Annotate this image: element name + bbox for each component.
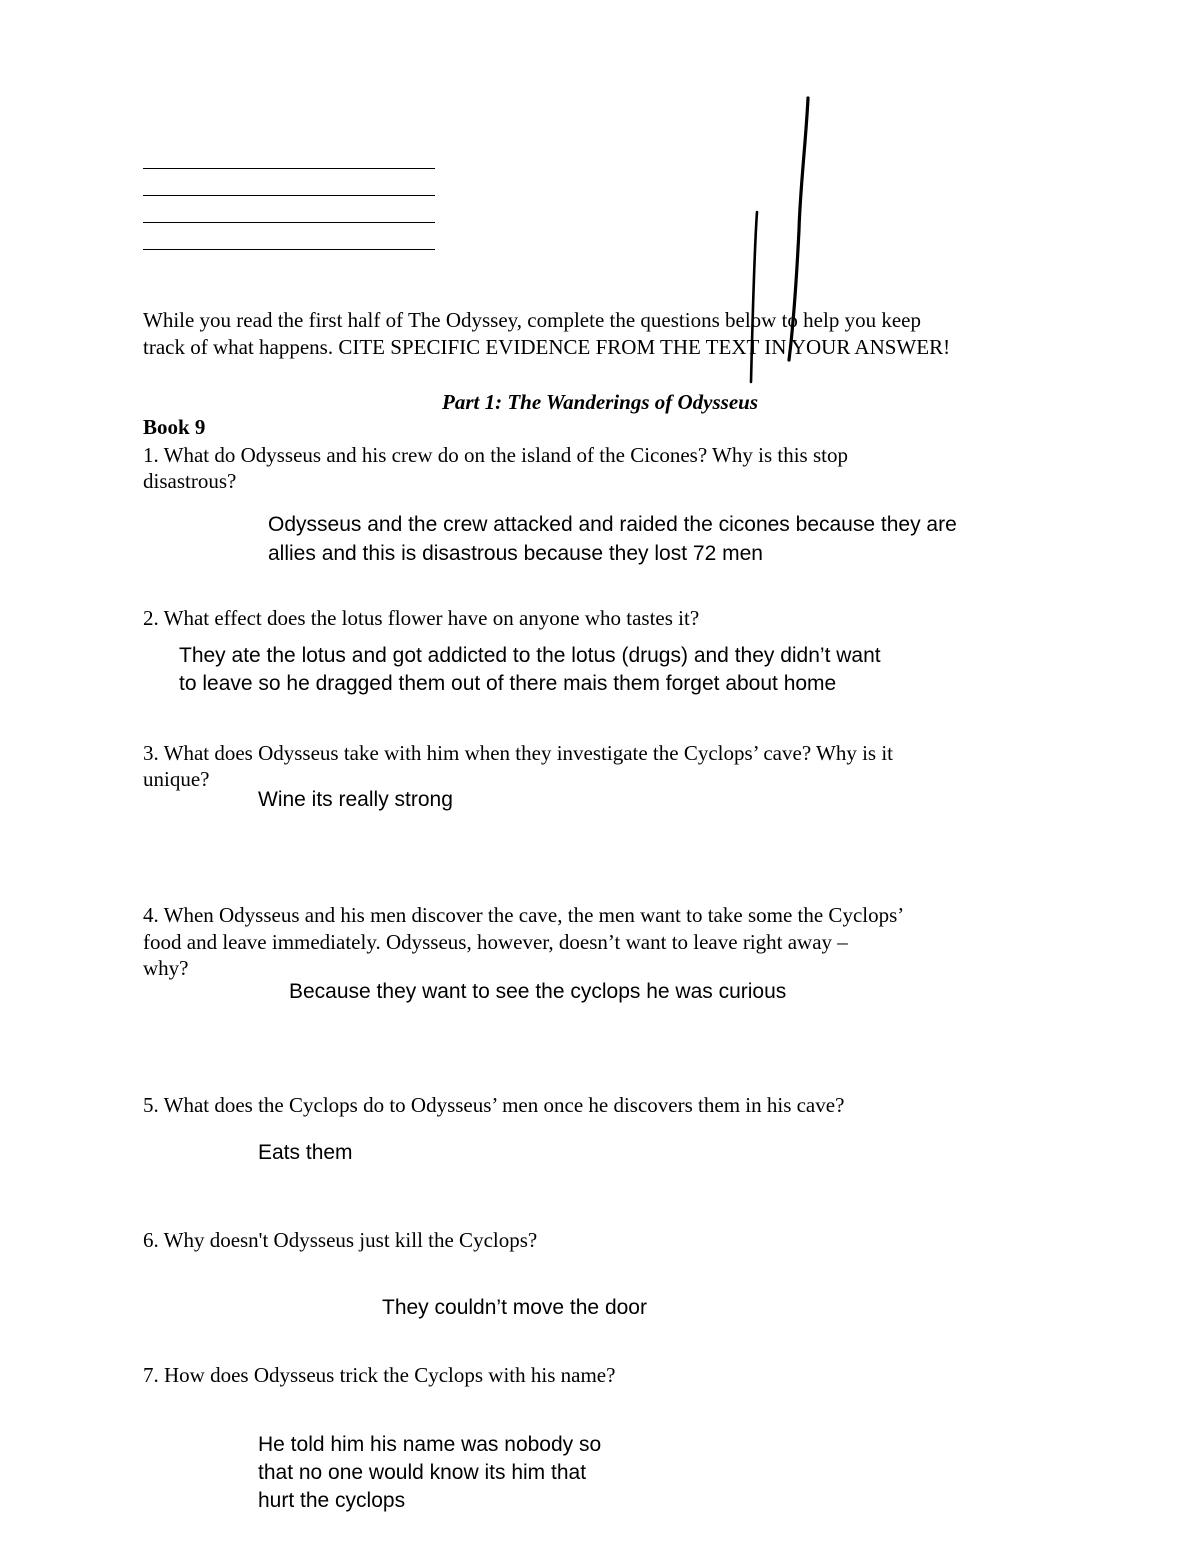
book-label: Book 9: [143, 415, 206, 439]
name-blank-line-3: [143, 222, 435, 223]
answer-4-line-1: Because they want to see the cyclops he was curious: [289, 980, 787, 1003]
question-2-line-1: 2. What effect does the lotus flower have on anyone who tastes it?: [143, 606, 700, 630]
question-1-line-1: 1. What do Odysseus and his crew do on the island of the Cicones? Why is this stop: [143, 443, 848, 467]
question-4-line-3: why?: [143, 956, 189, 980]
name-blank-line-2: [143, 195, 435, 196]
name-blank-line-4: [143, 249, 435, 250]
question-6-line-1: 6. Why doesn't Odysseus just kill the Cyclops?: [143, 1228, 538, 1252]
answer-5-line-1: Eats them: [258, 1141, 353, 1164]
question-7-line-1: 7. How does Odysseus trick the Cyclops with his name?: [143, 1363, 616, 1387]
answer-2-line-1: They ate the lotus and got addicted to the lotus (drugs) and they didn’t want: [179, 644, 881, 667]
answer-3-line-1: Wine its really strong: [258, 788, 453, 811]
question-5-line-1: 5. What does the Cyclops do to Odysseus’ men once he discovers them in his cave?: [143, 1093, 845, 1117]
question-3-line-1: 3. What does Odysseus take with him when they investigate the Cyclops’ cave? Why is it: [143, 741, 894, 765]
name-blank-line-1: [143, 168, 435, 169]
intro-line-2: track of what happens. CITE SPECIFIC EVIDENCE FROM THE TEXT IN YOUR ANSWER!: [143, 335, 951, 359]
question-4-line-1: 4. When Odysseus and his men discover the cave, the men want to take some the Cyclops’: [143, 903, 905, 927]
answer-1-line-2: allies and this is disastrous because they lost 72 men: [268, 542, 763, 565]
answer-7-line-1: He told him his name was nobody so: [258, 1433, 602, 1456]
intro-line-1: While you read the first half of The Odyssey, complete the questions below to help you keep: [143, 308, 921, 332]
part-title: Part 1: The Wanderings of Odysseus: [442, 390, 758, 414]
answer-2-line-2: to leave so he dragged them out of there mais them forget about home: [179, 672, 837, 695]
answer-7-line-3: hurt the cyclops: [258, 1489, 406, 1512]
question-3-line-2: unique?: [143, 767, 210, 791]
answer-6-line-1: They couldn’t move the door: [382, 1296, 647, 1319]
question-1-line-2: disastrous?: [143, 469, 237, 493]
question-4-line-2: food and leave immediately. Odysseus, however, doesn’t want to leave right away –: [143, 930, 848, 954]
answer-7-line-2: that no one would know its him that: [258, 1461, 587, 1484]
answer-1-line-1: Odysseus and the crew attacked and raided the cicones because they are: [268, 513, 957, 536]
